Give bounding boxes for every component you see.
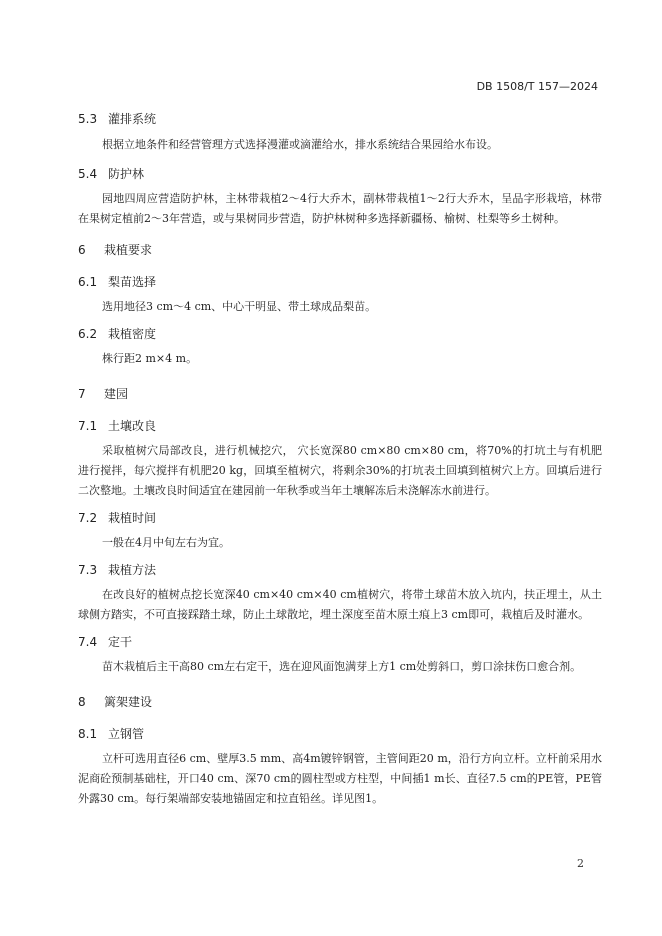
section-title: 栽植要求	[104, 243, 153, 257]
section-title: 土壤改良	[108, 419, 157, 433]
section-heading-7-2	[78, 507, 602, 529]
section-title: 灌排系统	[108, 112, 157, 126]
section-number: 8	[78, 695, 86, 709]
section-paragraph-6-1: 选用地径3 cm～4 cm、中心干明显、带土球成品梨苗。	[102, 300, 377, 313]
section-heading-7-4	[78, 631, 602, 653]
section-heading-6-2	[78, 323, 602, 345]
section-title: 建园	[104, 387, 129, 401]
section-heading-8	[78, 691, 602, 713]
section-paragraph-8-1: 立杆可选用直径6 cm、壁厚3.5 mm、高4m镀锌钢管，主管间距20 m，沿行方向立杆。立杆前采用水泥商砼预制基础柱，开口40 cm、深70 cm的圆柱型或方柱型，中间插1 m长、直径7.5 cm的PE管，PE管外露30 cm。每行架端部安装地锚固定和拉直铅丝。详见图1。	[78, 752, 602, 805]
section-heading-7-3	[78, 559, 602, 581]
section-heading-6-1	[78, 271, 602, 293]
section-paragraph-7-3: 在改良好的植树点挖长宽深40 cm×40 cm×40 cm植树穴，将带土球苗木放入坑内，扶正埋土，从土球侧方踏实，不可直接踩踏土球，防止土球散坨，埋土深度至苗木原土痕上3 cm即可，栽植后及时灌水。	[78, 588, 602, 621]
section-heading-7	[78, 383, 602, 405]
section-number: 6.2	[78, 327, 98, 341]
page-number: 2	[577, 857, 584, 870]
section-heading-5-4	[78, 163, 602, 185]
section-paragraph-7-4: 苗木栽植后主干高80 cm左右定干，选在迎风面饱满芽上方1 cm处剪斜口，剪口涂抹伤口愈合剂。	[102, 660, 582, 673]
section-paragraph-5-4: 园地四周应营造防护林，主林带栽植2～4行大乔木，副林带栽植1～2行大乔木，呈品字形栽培，林带在果树定植前2～3年营造，或与果树同步营造，防护林树种多选择新疆杨、榆树、杜梨等乡土树种。	[78, 192, 602, 225]
section-number: 7.1	[78, 419, 98, 433]
section-title: 梨苗选择	[108, 275, 157, 289]
section-title: 防护林	[108, 167, 145, 181]
section-paragraph-6-2: 株行距2 m×4 m。	[102, 352, 198, 365]
section-title: 立钢管	[108, 727, 145, 741]
section-number: 6	[78, 243, 86, 257]
section-number: 6.1	[78, 275, 98, 289]
section-heading-6	[78, 239, 602, 261]
document-code: DB 1508/T 157—2024	[476, 80, 598, 93]
section-paragraph-5-3: 根据立地条件和经营管理方式选择漫灌或滴灌给水，排水系统结合果园给水布设。	[102, 138, 498, 151]
section-title: 栽植方法	[108, 563, 157, 577]
section-title: 篱架建设	[104, 695, 153, 709]
section-number: 7.2	[78, 511, 98, 525]
document-body	[78, 108, 602, 809]
section-title: 栽植密度	[108, 327, 157, 341]
section-number: 7	[78, 387, 86, 401]
section-number: 5.4	[78, 167, 98, 181]
section-paragraph-7-1: 采取植树穴局部改良，进行机械挖穴， 穴长宽深80 cm×80 cm×80 cm，将70%的打坑土与有机肥进行搅拌，每穴搅拌有机肥20 kg，回填至植树穴，将剩余30%的打坑表土回填到植树穴上方。回填后进行二次整地。土壤改良时间适宜在建园前一年秋季或当年土壤解冻后未浇解冻水前进行。	[78, 444, 602, 497]
section-paragraph-7-2: 一般在4月中旬左右为宜。	[102, 536, 230, 549]
section-heading-7-1	[78, 415, 602, 437]
section-heading-5-3	[78, 108, 602, 130]
section-number: 8.1	[78, 727, 98, 741]
section-heading-8-1	[78, 723, 602, 745]
section-number: 7.4	[78, 635, 98, 649]
section-title: 定干	[108, 635, 133, 649]
section-number: 7.3	[78, 563, 98, 577]
section-title: 栽植时间	[108, 511, 157, 525]
section-number: 5.3	[78, 112, 98, 126]
